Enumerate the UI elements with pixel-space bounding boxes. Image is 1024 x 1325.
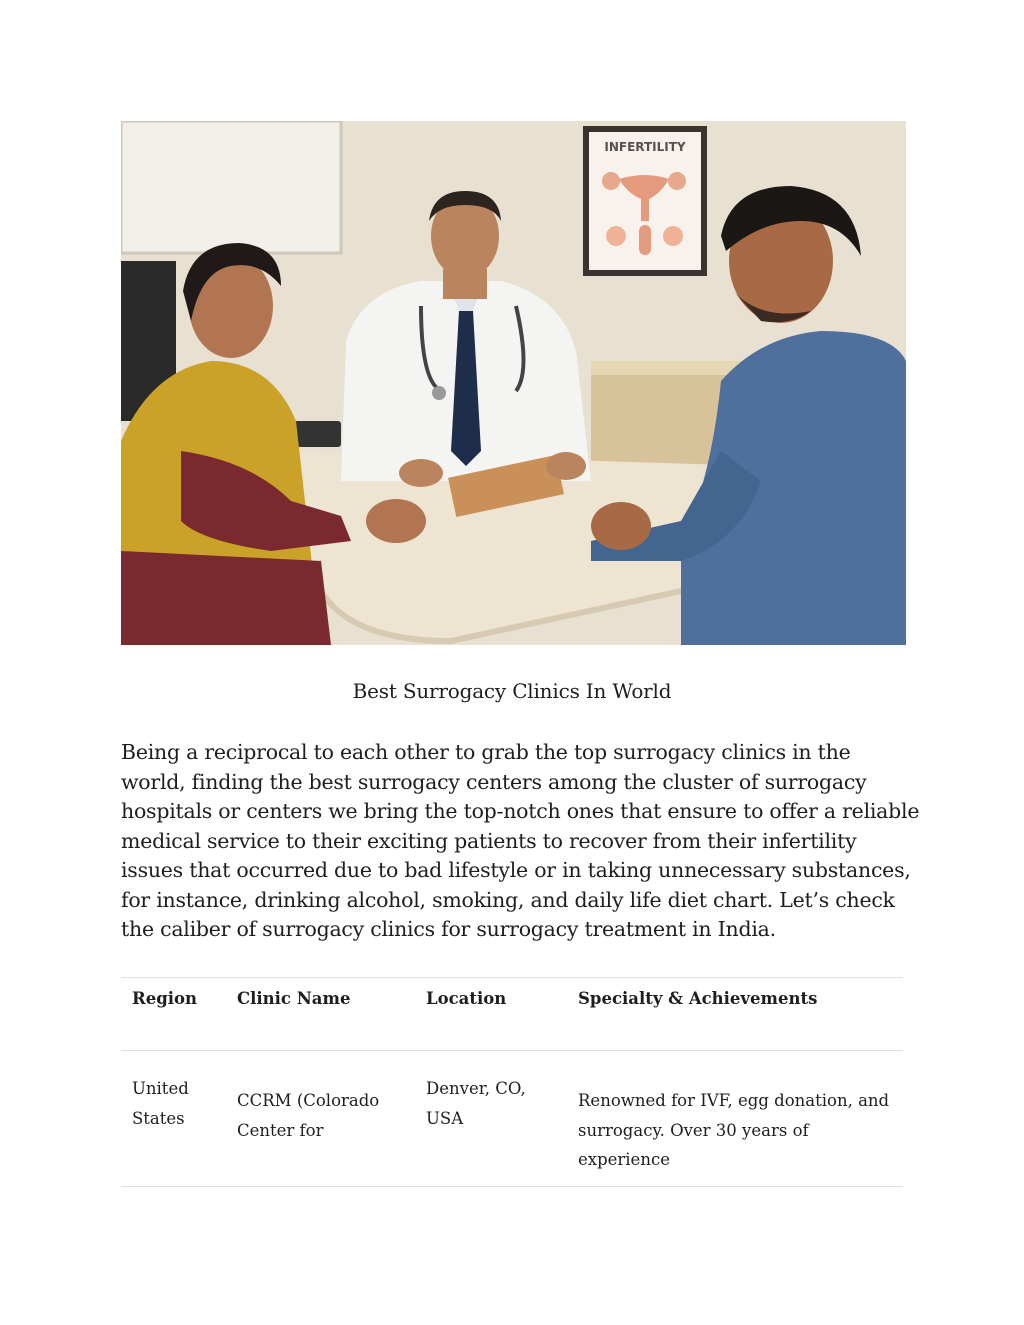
poster-title: INFERTILITY <box>604 140 686 154</box>
header-divider <box>121 1050 903 1051</box>
cell-region: United States <box>132 1079 189 1128</box>
header-clinic-name: Clinic Name <box>237 989 351 1008</box>
table-top-rule <box>121 977 903 978</box>
infertility-poster <box>583 126 707 276</box>
table-bottom-rule <box>121 1186 903 1187</box>
hero-photo <box>121 121 906 645</box>
intro-paragraph: Being a reciprocal to each other to grab the top surrogacy clinics in the world, finding the best surrogacy centers among the cluster of surrogacy hospitals or centers we bring the top-notch ones that ensure to offer a reliable medical service to their exciting patients to recover from their infertility issues that occurred due to bad lifestyle or in taking unnecessary substances, for instance, drinking alcohol, smoking, and daily life diet chart. Let’s check the caliber of surrogacy clinics for surrogacy treatment in India. <box>121 740 920 941</box>
consultation-illustration <box>121 121 906 645</box>
cell-specialty: Renowned for IVF, egg donation, and surrogacy. Over 30 years of experience <box>578 1091 890 1169</box>
header-region: Region <box>132 989 198 1008</box>
figure-caption: Best Surrogacy Clinics In World <box>352 679 672 703</box>
header-specialty: Specialty & Achievements <box>578 989 818 1008</box>
cell-clinic-name: CCRM (Colorado Center for <box>237 1091 380 1140</box>
cell-location: Denver, CO, USA <box>426 1079 526 1128</box>
header-location: Location <box>426 989 507 1008</box>
